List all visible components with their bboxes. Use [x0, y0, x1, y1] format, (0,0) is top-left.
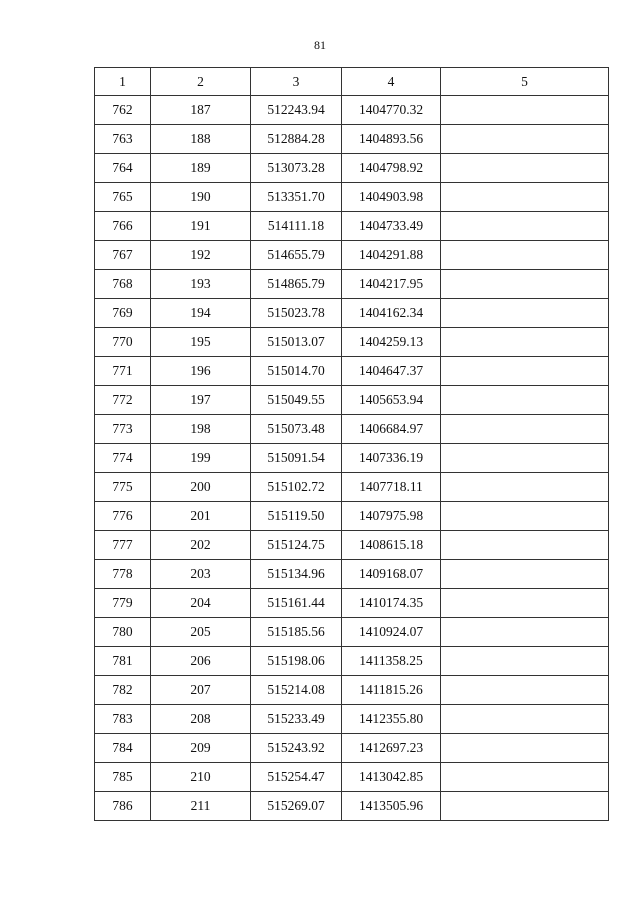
- table-row: [95, 299, 609, 328]
- table-row: [95, 357, 609, 386]
- table-cell-col-3: 515119.50: [251, 502, 342, 531]
- table-cell-col-2: 208: [151, 705, 251, 734]
- table-cell-col-1: 771: [95, 357, 151, 386]
- table-cell-col-3: 515243.92: [251, 734, 342, 763]
- table-cell-col-1: 764: [95, 154, 151, 183]
- table-cell-col-3: 514111.18: [251, 212, 342, 241]
- column-header-3: 3: [251, 68, 342, 96]
- table-cell-col-4: 1404217.95: [342, 270, 441, 299]
- table-cell-col-1: 768: [95, 270, 151, 299]
- table-row: [95, 618, 609, 647]
- table-row: [95, 792, 609, 821]
- table-cell-col-2: 198: [151, 415, 251, 444]
- table-cell-col-5: [441, 299, 609, 328]
- table-cell-col-2: 202: [151, 531, 251, 560]
- table-cell-col-3: 515269.07: [251, 792, 342, 821]
- table-cell-col-1: 766: [95, 212, 151, 241]
- header-row: [95, 68, 609, 96]
- table-cell-col-3: 515198.06: [251, 647, 342, 676]
- table-cell-col-4: 1412697.23: [342, 734, 441, 763]
- table-cell-col-4: 1406684.97: [342, 415, 441, 444]
- table-cell-col-4: 1411358.25: [342, 647, 441, 676]
- table-row: [95, 560, 609, 589]
- table-row: [95, 386, 609, 415]
- table-cell-col-3: 514655.79: [251, 241, 342, 270]
- table-cell-col-5: [441, 676, 609, 705]
- table-row: [95, 125, 609, 154]
- table-cell-col-4: 1411815.26: [342, 676, 441, 705]
- table-cell-col-5: [441, 647, 609, 676]
- table-cell-col-5: [441, 705, 609, 734]
- table-cell-col-5: [441, 270, 609, 299]
- table-cell-col-4: 1404903.98: [342, 183, 441, 212]
- table-cell-col-2: 205: [151, 618, 251, 647]
- table-cell-col-1: 773: [95, 415, 151, 444]
- table-cell-col-3: 515049.55: [251, 386, 342, 415]
- table-cell-col-3: 512243.94: [251, 96, 342, 125]
- table-row: [95, 502, 609, 531]
- table-cell-col-2: 193: [151, 270, 251, 299]
- table-cell-col-4: 1405653.94: [342, 386, 441, 415]
- table-cell-col-2: 190: [151, 183, 251, 212]
- table-cell-col-1: 776: [95, 502, 151, 531]
- coordinates-table: [94, 67, 609, 821]
- table-cell-col-3: 515161.44: [251, 589, 342, 618]
- table-row: [95, 241, 609, 270]
- table-cell-col-3: 515124.75: [251, 531, 342, 560]
- table-cell-col-3: 515102.72: [251, 473, 342, 502]
- table-cell-col-2: 197: [151, 386, 251, 415]
- table-cell-col-1: 782: [95, 676, 151, 705]
- table-cell-col-2: 195: [151, 328, 251, 357]
- table-row: [95, 154, 609, 183]
- table-row: [95, 96, 609, 125]
- table-cell-col-1: 772: [95, 386, 151, 415]
- table-cell-col-5: [441, 241, 609, 270]
- table-cell-col-1: 769: [95, 299, 151, 328]
- table-cell-col-5: [441, 618, 609, 647]
- table-cell-col-3: 513351.70: [251, 183, 342, 212]
- table-cell-col-5: [441, 386, 609, 415]
- table-cell-col-1: 775: [95, 473, 151, 502]
- table-cell-col-4: 1407336.19: [342, 444, 441, 473]
- table-row: [95, 473, 609, 502]
- table-cell-col-4: 1413042.85: [342, 763, 441, 792]
- table-cell-col-4: 1404259.13: [342, 328, 441, 357]
- table-cell-col-1: 781: [95, 647, 151, 676]
- table-cell-col-2: 210: [151, 763, 251, 792]
- table-cell-col-4: 1408615.18: [342, 531, 441, 560]
- table-cell-col-2: 207: [151, 676, 251, 705]
- table-cell-col-1: 777: [95, 531, 151, 560]
- table-cell-col-2: 187: [151, 96, 251, 125]
- table-row: [95, 270, 609, 299]
- table-row: [95, 212, 609, 241]
- table-row: [95, 183, 609, 212]
- table-cell-col-1: 785: [95, 763, 151, 792]
- table-row: [95, 589, 609, 618]
- table-cell-col-4: 1410174.35: [342, 589, 441, 618]
- table-cell-col-1: 767: [95, 241, 151, 270]
- table-cell-col-2: 199: [151, 444, 251, 473]
- table-row: [95, 328, 609, 357]
- table-cell-col-1: 784: [95, 734, 151, 763]
- table-cell-col-4: 1404893.56: [342, 125, 441, 154]
- column-header-4: 4: [342, 68, 441, 96]
- table-cell-col-5: [441, 734, 609, 763]
- table-cell-col-2: 209: [151, 734, 251, 763]
- table-cell-col-2: 203: [151, 560, 251, 589]
- table-cell-col-3: 515233.49: [251, 705, 342, 734]
- table-cell-col-3: 515073.48: [251, 415, 342, 444]
- table-row: [95, 734, 609, 763]
- column-header-5: 5: [441, 68, 609, 96]
- table-row: [95, 444, 609, 473]
- table-row: [95, 676, 609, 705]
- table-cell-col-5: [441, 444, 609, 473]
- table-cell-col-4: 1407718.11: [342, 473, 441, 502]
- table-cell-col-5: [441, 212, 609, 241]
- table-cell-col-5: [441, 96, 609, 125]
- table-cell-col-5: [441, 183, 609, 212]
- table-cell-col-1: 779: [95, 589, 151, 618]
- table-cell-col-2: 191: [151, 212, 251, 241]
- table-cell-col-1: 774: [95, 444, 151, 473]
- table-cell-col-4: 1409168.07: [342, 560, 441, 589]
- table-cell-col-5: [441, 125, 609, 154]
- table-cell-col-3: 515014.70: [251, 357, 342, 386]
- table-cell-col-3: 515023.78: [251, 299, 342, 328]
- table-row: [95, 705, 609, 734]
- table-cell-col-3: 512884.28: [251, 125, 342, 154]
- table-cell-col-4: 1407975.98: [342, 502, 441, 531]
- table-cell-col-3: 513073.28: [251, 154, 342, 183]
- table-cell-col-2: 211: [151, 792, 251, 821]
- table-cell-col-2: 204: [151, 589, 251, 618]
- table-header: [95, 68, 609, 96]
- table-cell-col-4: 1404798.92: [342, 154, 441, 183]
- table-cell-col-5: [441, 357, 609, 386]
- table-cell-col-4: 1412355.80: [342, 705, 441, 734]
- table-row: [95, 763, 609, 792]
- table-cell-col-5: [441, 502, 609, 531]
- table-row: [95, 531, 609, 560]
- column-header-2: 2: [151, 68, 251, 96]
- table-cell-col-3: 515185.56: [251, 618, 342, 647]
- table-cell-col-4: 1404291.88: [342, 241, 441, 270]
- table-cell-col-3: 515254.47: [251, 763, 342, 792]
- table-cell-col-4: 1404647.37: [342, 357, 441, 386]
- table-body: [95, 96, 609, 821]
- page-number: 81: [314, 38, 326, 52]
- table-cell-col-1: 762: [95, 96, 151, 125]
- table-cell-col-1: 786: [95, 792, 151, 821]
- table-cell-col-1: 783: [95, 705, 151, 734]
- table-cell-col-2: 192: [151, 241, 251, 270]
- table-cell-col-1: 770: [95, 328, 151, 357]
- table-cell-col-3: 515134.96: [251, 560, 342, 589]
- table-cell-col-4: 1404162.34: [342, 299, 441, 328]
- table-row: [95, 415, 609, 444]
- table-cell-col-1: 778: [95, 560, 151, 589]
- table-cell-col-4: 1413505.96: [342, 792, 441, 821]
- table-cell-col-3: 514865.79: [251, 270, 342, 299]
- table-cell-col-5: [441, 531, 609, 560]
- table-row: [95, 647, 609, 676]
- table-cell-col-2: 206: [151, 647, 251, 676]
- table-cell-col-4: 1404733.49: [342, 212, 441, 241]
- table-cell-col-5: [441, 415, 609, 444]
- table-cell-col-5: [441, 473, 609, 502]
- table-cell-col-5: [441, 154, 609, 183]
- table-cell-col-2: 188: [151, 125, 251, 154]
- table-cell-col-5: [441, 560, 609, 589]
- table-cell-col-2: 200: [151, 473, 251, 502]
- table-cell-col-4: 1404770.32: [342, 96, 441, 125]
- table-cell-col-1: 780: [95, 618, 151, 647]
- table-cell-col-3: 515013.07: [251, 328, 342, 357]
- table-cell-col-5: [441, 792, 609, 821]
- table-cell-col-5: [441, 328, 609, 357]
- table-cell-col-1: 763: [95, 125, 151, 154]
- table-cell-col-5: [441, 763, 609, 792]
- table-cell-col-2: 189: [151, 154, 251, 183]
- table-cell-col-1: 765: [95, 183, 151, 212]
- table-cell-col-3: 515091.54: [251, 444, 342, 473]
- table-cell-col-2: 196: [151, 357, 251, 386]
- table-cell-col-3: 515214.08: [251, 676, 342, 705]
- table-cell-col-2: 194: [151, 299, 251, 328]
- column-header-1: 1: [95, 68, 151, 96]
- table-cell-col-4: 1410924.07: [342, 618, 441, 647]
- table-cell-col-2: 201: [151, 502, 251, 531]
- table-cell-col-5: [441, 589, 609, 618]
